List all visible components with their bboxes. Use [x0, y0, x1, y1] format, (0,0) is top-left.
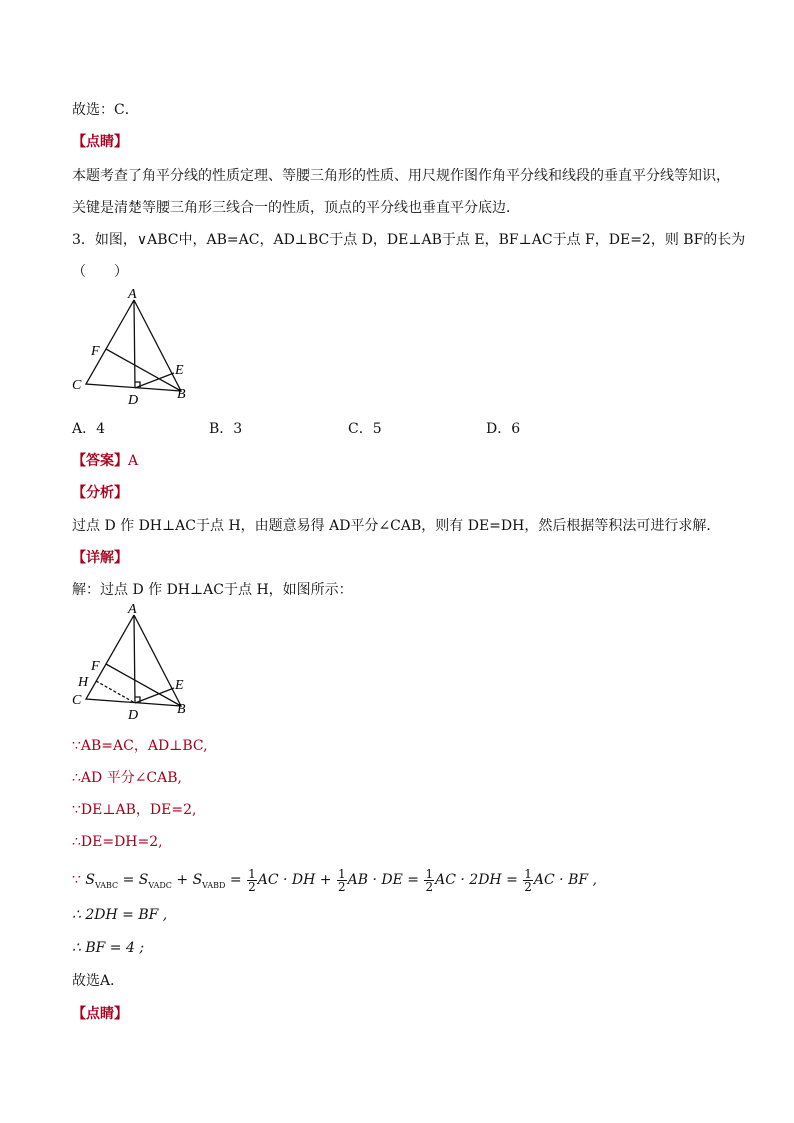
- label-a: A: [128, 602, 137, 617]
- detail-intro: 解：过点 D 作 DH⊥AC于点 H，如图所示：: [72, 582, 353, 598]
- step-3: ∵DE⊥AB，DE=2,: [72, 802, 197, 818]
- label-f: F: [91, 344, 100, 359]
- question-blank: （ ）: [72, 264, 128, 280]
- label-f: F: [91, 659, 100, 674]
- analysis-title: 【分析】: [72, 485, 128, 501]
- label-h: H: [78, 675, 89, 690]
- triangle-figure: [66, 285, 206, 410]
- label-d: D: [128, 708, 139, 723]
- label-c: C: [72, 693, 82, 708]
- previous-tip-title: 【点睛】: [72, 134, 128, 150]
- label-e: E: [175, 678, 184, 693]
- step-7: ∴ BF = 4 ;: [72, 940, 145, 956]
- label-b: B: [177, 387, 186, 402]
- because-symbol: ∵: [72, 872, 81, 888]
- area-s2: S: [138, 872, 149, 888]
- fraction-half-3: $\frac{1}{2}$: [425, 866, 434, 894]
- option-b: B．3: [209, 421, 243, 437]
- fraction-half-4: $\frac{1}{2}$: [524, 866, 532, 894]
- area-s1: S: [85, 872, 95, 888]
- label-a: A: [128, 287, 137, 302]
- previous-tip-line-1: 本题考查了角平分线的性质定理、等腰三角形的性质、用尺规作图作角平分线和线段的垂直平分线等知识，: [72, 168, 730, 184]
- answer-line: [72, 451, 138, 471]
- label-e: E: [175, 363, 184, 378]
- option-a: A．4: [72, 421, 106, 437]
- step-4: ∴DE=DH=2,: [72, 834, 163, 850]
- label-d: D: [128, 393, 139, 408]
- term-4: AC · BF ,: [533, 872, 597, 888]
- question-text: 3．如图，∨ABC中，AB=AC，AD⊥BC于点 D，DE⊥AB于点 E，BF⊥AC于点 F，DE=2，则 BF的长为: [72, 232, 746, 248]
- area-eq2: =: [225, 872, 247, 888]
- step-2: ∴AD 平分∠CAB,: [72, 770, 182, 786]
- area-equation: [72, 866, 597, 900]
- term-2: AB · DE =: [347, 872, 424, 888]
- fraction-half-1: $\frac{1}{2}$: [248, 866, 256, 894]
- previous-choice: 故选：C．: [72, 102, 139, 118]
- area-sub3: VABD: [202, 880, 226, 890]
- triangle-figure-with-h: [66, 600, 206, 725]
- fraction-half-2: $\frac{1}{2}$: [338, 866, 346, 894]
- answer-value: A: [128, 453, 139, 469]
- area-s3: S: [192, 872, 203, 888]
- option-c: C．5: [348, 421, 382, 437]
- tip2-title: 【点睛】: [72, 1006, 128, 1022]
- area-sub2: VADC: [148, 880, 172, 890]
- option-d: D．6: [486, 421, 521, 437]
- area-plus: +: [171, 872, 193, 888]
- step-1: ∵AB=AC，AD⊥BC,: [72, 738, 208, 754]
- label-c: C: [72, 378, 82, 393]
- term-1: AC · DH +: [257, 872, 336, 888]
- step-6: ∴ 2DH = BF ,: [72, 907, 168, 923]
- detail-title: 【详解】: [72, 550, 128, 566]
- label-b: B: [177, 702, 186, 717]
- analysis-text: 过点 D 作 DH⊥AC于点 H，由题意易得 AD平分∠CAB，则有 DE=DH，然后根据等积法可进行求解．: [72, 518, 721, 534]
- answer-title: 【答案】: [72, 453, 128, 469]
- previous-tip-line-2: 关键是清楚等腰三角形三线合一的性质，顶点的平分线也垂直平分底边．: [72, 200, 520, 216]
- term-3: AC · 2DH =: [435, 872, 523, 888]
- final-choice: 故选A．: [72, 973, 125, 989]
- area-sub1: VABC: [94, 880, 119, 890]
- area-eq1: =: [118, 872, 139, 888]
